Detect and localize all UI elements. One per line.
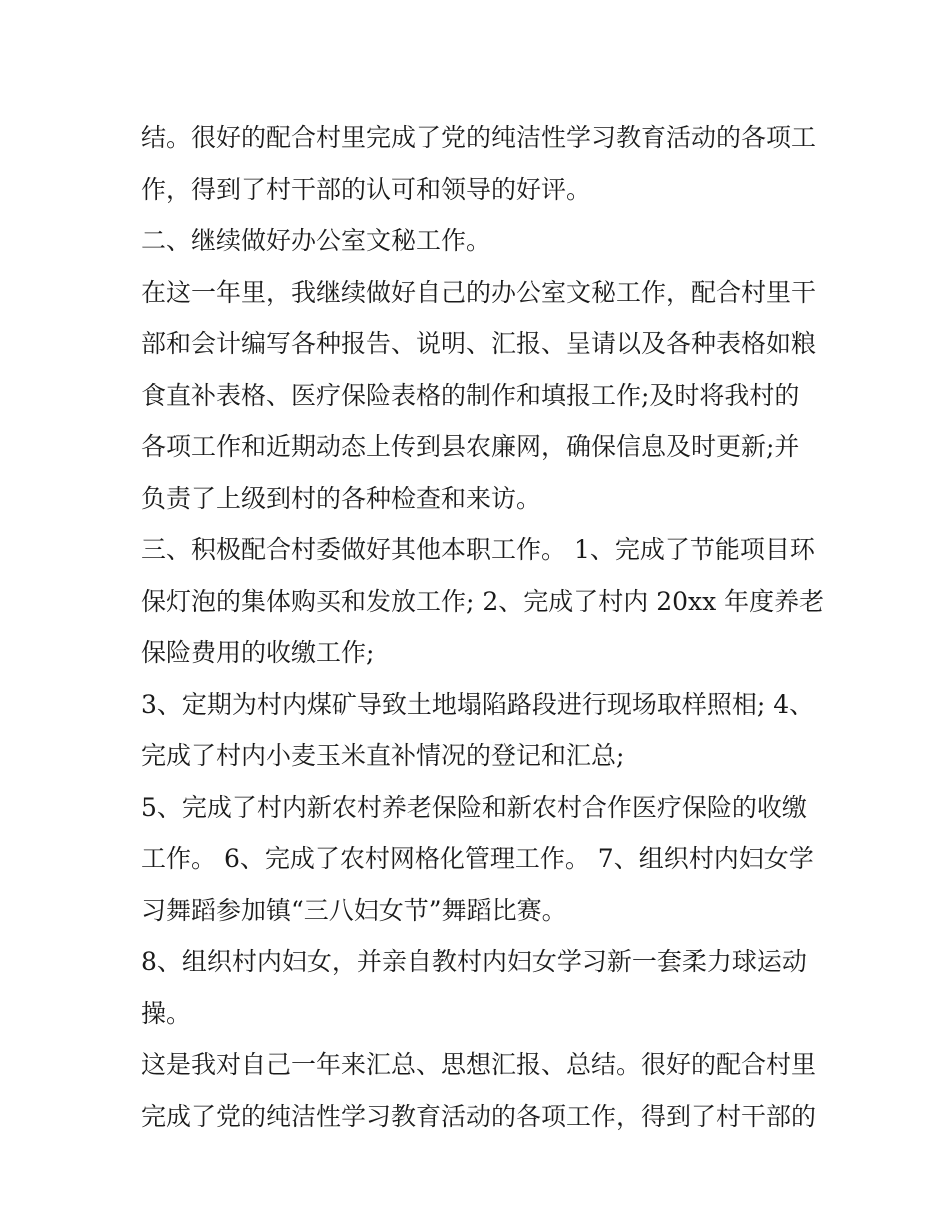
text-line: 操。 [141,998,192,1028]
text-line: 工作。 6、完成了农村网格化管理工作。 7、组织村内妇女学 [141,844,814,873]
document-body [141,112,825,1142]
text-line: 8、组织村内妇女，并亲自教村内妇女学习新一套柔力球运动 [141,947,807,976]
text-line: 习舞蹈参加镇“三八妇女节”舞蹈比赛。 [141,895,567,925]
text-line: 完成了党的纯洁性学习教育活动的各项工作，得到了村干部的 [141,1101,817,1131]
section-heading: 二、继续做好办公室文秘工作。 [141,226,492,255]
text-line: 负责了上级到村的各种检查和来访。 [141,483,542,513]
text-line: 5、完成了村内新农村养老保险和新农村合作医疗保险的收缴 [141,792,807,822]
text-line: 结。很好的配合村里完成了党的纯洁性学习教育活动的各项工 [141,123,817,152]
text-line: 这是我对自己一年来汇总、思想汇报、总结。很好的配合村里 [141,1050,817,1079]
text-line: 部和会计编写各种报告、说明、汇报、呈请以及各种表格如粮 [141,329,817,358]
text-line: 3、定期为村内煤矿导致土地塌陷路段进行现场取样照相; 4、 [141,689,815,719]
text-line: 食直补表格、医疗保险表格的制作和填报工作;及时将我村的 [141,380,800,410]
text-line: 在这一年里，我继续做好自己的办公室文秘工作，配合村里干 [141,277,817,307]
section-heading: 三、积极配合村委做好其他本职工作。 1、完成了节能项目环 [141,535,815,564]
text-line: 作，得到了村干部的认可和领导的好评。 [141,174,592,204]
text-line: 保灯泡的集体购买和发放工作; 2、完成了村内 20xx 年度养老 [141,586,825,616]
text-line: 各项工作和近期动态上传到县农廉网，确保信息及时更新;并 [141,432,800,461]
text-line: 完成了村内小麦玉米直补情况的登记和汇总; [141,741,625,770]
text-line: 保险费用的收缴工作; [141,638,375,667]
